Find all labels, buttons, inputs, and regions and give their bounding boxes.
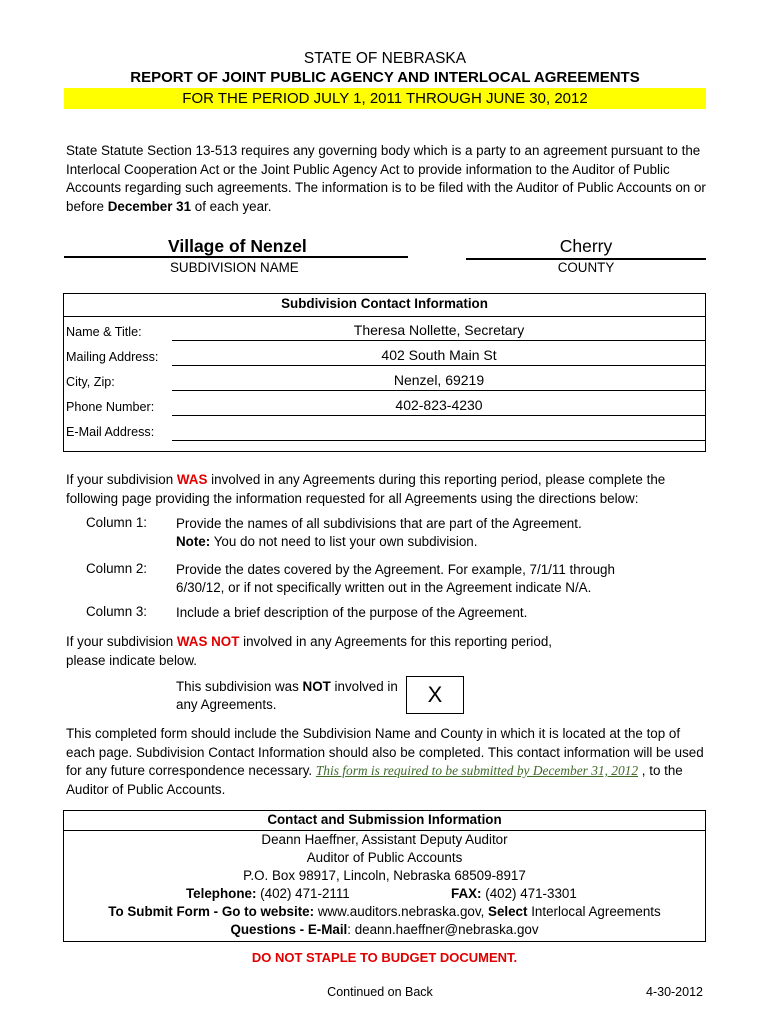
- county-label: COUNTY: [557, 260, 615, 275]
- statute-paragraph: State Statute Section 13-513 requires any governing body which is a party to an agreement pursuant to the Interlocal Cooperation Act or the Joint Public Agency Act to provide information to the Auditor of Public Accounts regarding such agreements. The information is to be filed with the Auditor of Public Accounts on or before December 31 of each year.: [66, 143, 706, 214]
- website-link[interactable]: www.auditors.nebraska.gov,: [314, 904, 489, 919]
- was-involved-paragraph: If your subdivision WAS involved in any Agreements during this reporting period, please complete the following page providing the information requested for all Agreements using the directions below:: [66, 472, 666, 506]
- submission-box-title: Contact and Submission Information: [267, 812, 502, 827]
- phone-label: Phone Number:: [66, 400, 155, 414]
- was-not-paragraph: If your subdivision WAS NOT involved in any Agreements for this reporting period, please indicate below.: [66, 634, 553, 668]
- auditor-name: Deann Haeffner, Assistant Deputy Auditor: [261, 832, 508, 847]
- no-staple-warning: DO NOT STAPLE TO BUDGET DOCUMENT.: [251, 950, 518, 965]
- not-involved-checkbox[interactable]: X: [406, 676, 464, 714]
- contact-box-title: Subdivision Contact Information: [281, 296, 488, 311]
- continued-on-back: Continued on Back: [327, 985, 433, 999]
- was-keyword: WAS: [176, 472, 208, 487]
- column-3-text: Include a brief description of the purpose of the Agreement.: [176, 605, 528, 620]
- website-line: To Submit Form - Go to website: www.auditors.nebraska.gov, Select Interlocal Agreements: [108, 904, 661, 919]
- mailing-address-value[interactable]: 402 South Main St: [381, 347, 497, 363]
- city-zip-value[interactable]: Nenzel, 69219: [393, 372, 485, 388]
- was-not-keyword: WAS NOT: [176, 634, 240, 649]
- submission-deadline-note: This form is required to be submitted by December 31, 2012: [315, 763, 639, 778]
- city-zip-label: City, Zip:: [66, 375, 115, 389]
- column-2-text: Provide the dates covered by the Agreement. For example, 7/1/11 through 6/30/12, or if not specifically written out in the Agreement indicate N/A.: [176, 562, 615, 595]
- name-title-label: Name & Title:: [66, 325, 142, 339]
- county-field[interactable]: Cherry: [466, 236, 706, 260]
- deadline-date: December 31: [107, 198, 192, 214]
- auditor-address: P.O. Box 98917, Lincoln, Nebraska 68509-8917: [243, 868, 526, 883]
- phone-line: [172, 415, 706, 416]
- subdivision-name-field[interactable]: Village of Nenzel: [64, 236, 408, 258]
- name-title-line: [172, 340, 706, 341]
- column-1-label: Column 1:: [86, 515, 148, 530]
- mailing-address-label: Mailing Address:: [66, 350, 159, 364]
- email-line: [172, 440, 706, 441]
- name-title-value[interactable]: Theresa Nollette, Secretary: [353, 322, 525, 338]
- form-date: 4-30-2012: [646, 985, 703, 999]
- auditor-office: Auditor of Public Accounts: [306, 850, 463, 865]
- telephone-line: Telephone: (402) 471-2111: [186, 886, 350, 901]
- phone-value[interactable]: 402-823-4230: [395, 397, 483, 413]
- completion-paragraph: This completed form should include the Subdivision Name and County in which it is located at the top of each page. Subdivision Contact Information should also be completed. This contact information will be used for any future correspondence necessary. This form is required to be submitted by December 31, 2012 , to the Auditor of Public Accounts.: [66, 726, 704, 797]
- mailing-address-line: [172, 365, 706, 366]
- fax-line: FAX: (402) 471-3301: [451, 886, 577, 901]
- subdivision-name-label: SUBDIVISION NAME: [170, 260, 299, 275]
- column-2-label: Column 2:: [86, 561, 148, 576]
- contact-box-divider: [63, 316, 706, 317]
- email-link[interactable]: : deann.haeffner@nebraska.gov: [347, 922, 539, 937]
- column-3-label: Column 3:: [86, 604, 148, 619]
- state-heading: STATE OF NEBRASKA: [303, 50, 467, 67]
- report-title: REPORT OF JOINT PUBLIC AGENCY AND INTERLOCAL AGREEMENTS: [130, 69, 640, 86]
- email-question-line: Questions - E-Mail: deann.haeffner@nebraska.gov: [230, 922, 539, 937]
- period-banner: FOR THE PERIOD JULY 1, 2011 THROUGH JUNE 30, 2012: [64, 88, 706, 109]
- city-zip-line: [172, 390, 706, 391]
- email-label: E-Mail Address:: [66, 425, 155, 439]
- column-1-text: Provide the names of all subdivisions that are part of the Agreement. Note: You do not need to list your own subdivision.: [176, 516, 582, 549]
- submission-box-divider: [63, 830, 706, 831]
- not-involved-statement: This subdivision was NOT involved in any Agreements.: [176, 679, 398, 712]
